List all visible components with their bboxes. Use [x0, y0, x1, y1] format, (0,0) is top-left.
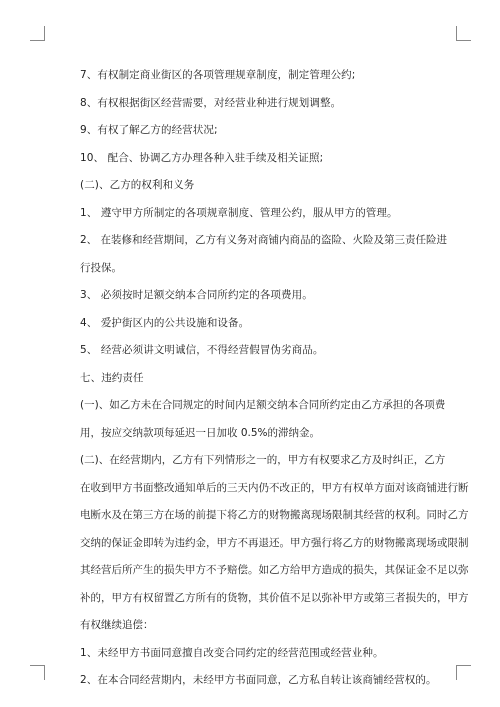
party-b-clause-2-line-2: 行投保。: [80, 261, 122, 274]
party-b-clause-1: 1、 遵守甲方所制定的各项规章制度、管理公约，服从甲方的管理。: [80, 206, 398, 219]
clause-8: 8、有权根据街区经营需要，对经营业种进行规划调整。: [80, 96, 342, 109]
crop-mark-bottom-right: [456, 665, 471, 680]
breach-item-2: 2、在本合同经营期内，未经甲方书面同意，乙方私自转让该商铺经营权的。: [80, 674, 437, 686]
breach-clause-2-line-5: 其经营后所产生的损失甲方不予赔偿。如乙方给甲方造成的损失，其保证金不足以弥: [80, 564, 469, 576]
breach-clause-1-line-1: (一)、如乙方未在合同规定的时间内足额交纳本合同所约定由乙方承担的各项费: [80, 399, 446, 411]
breach-clause-2-line-6: 补的，甲方有权留置乙方所有的货物，其价值不足以弥补甲方或第三者损失的，甲方: [80, 591, 469, 604]
breach-clause-1-line-2: 用，按应交纳款项每延迟一日加收 0.5%的滞纳金。: [80, 426, 321, 439]
breach-item-1: 1、未经甲方书面同意擅自改变合同约定的经营范围或经营业种。: [80, 646, 384, 659]
section-heading-breach: 七、违约责任: [80, 371, 144, 384]
breach-clause-2-line-3: 电断水及在第三方在场的前提下将乙方的财物搬离现场限制其经营的权利。同时乙方: [80, 509, 469, 521]
crop-mark-top-right: [456, 26, 471, 41]
party-b-clause-2-line-1: 2、 在装修和经营期间，乙方有义务对商铺内商品的盗险、火险及第三责任险进: [80, 234, 448, 246]
party-b-clause-3: 3、 必须按时足额交纳本合同所约定的各项费用。: [80, 289, 313, 301]
clause-9: 9、有权了解乙方的经营状况;: [80, 124, 218, 136]
crop-mark-bottom-left: [30, 665, 45, 680]
document-body: [80, 62, 469, 695]
breach-clause-2-line-2: 在收到甲方书面整改通知单后的三天内仍不改正的，甲方有权单方面对该商铺进行断: [80, 481, 469, 494]
party-b-clause-2: [80, 227, 448, 282]
section-heading-party-b: (二)、乙方的权利和义务: [80, 179, 195, 191]
breach-clause-2-line-7: 有权继续追偿：: [80, 619, 154, 631]
clause-10: 10、 配合、协调乙方办理各种入驻手续及相关证照;: [80, 151, 324, 164]
party-b-clause-4: 4、 爱护街区内的公共设施和设备。: [80, 316, 250, 329]
crop-mark-top-left: [30, 26, 45, 41]
breach-clause-1: [80, 392, 446, 447]
clause-7: 7、有权制定商业街区的各项管理规章制度，制定管理公约;: [80, 69, 356, 81]
party-b-clause-5: 5、 经营必须讲文明诚信，不得经营假冒伪劣商品。: [80, 344, 324, 356]
breach-clause-2-line-1: (二)、在经营期内，乙方有下列情形之一的，甲方有权要求乙方及时纠正，乙方: [80, 454, 446, 466]
breach-clause-2: [80, 447, 469, 640]
breach-clause-2-line-4: 交纳的保证金即转为违约金，甲方不再退还。甲方强行将乙方的财物搬离现场或限制: [80, 536, 469, 549]
